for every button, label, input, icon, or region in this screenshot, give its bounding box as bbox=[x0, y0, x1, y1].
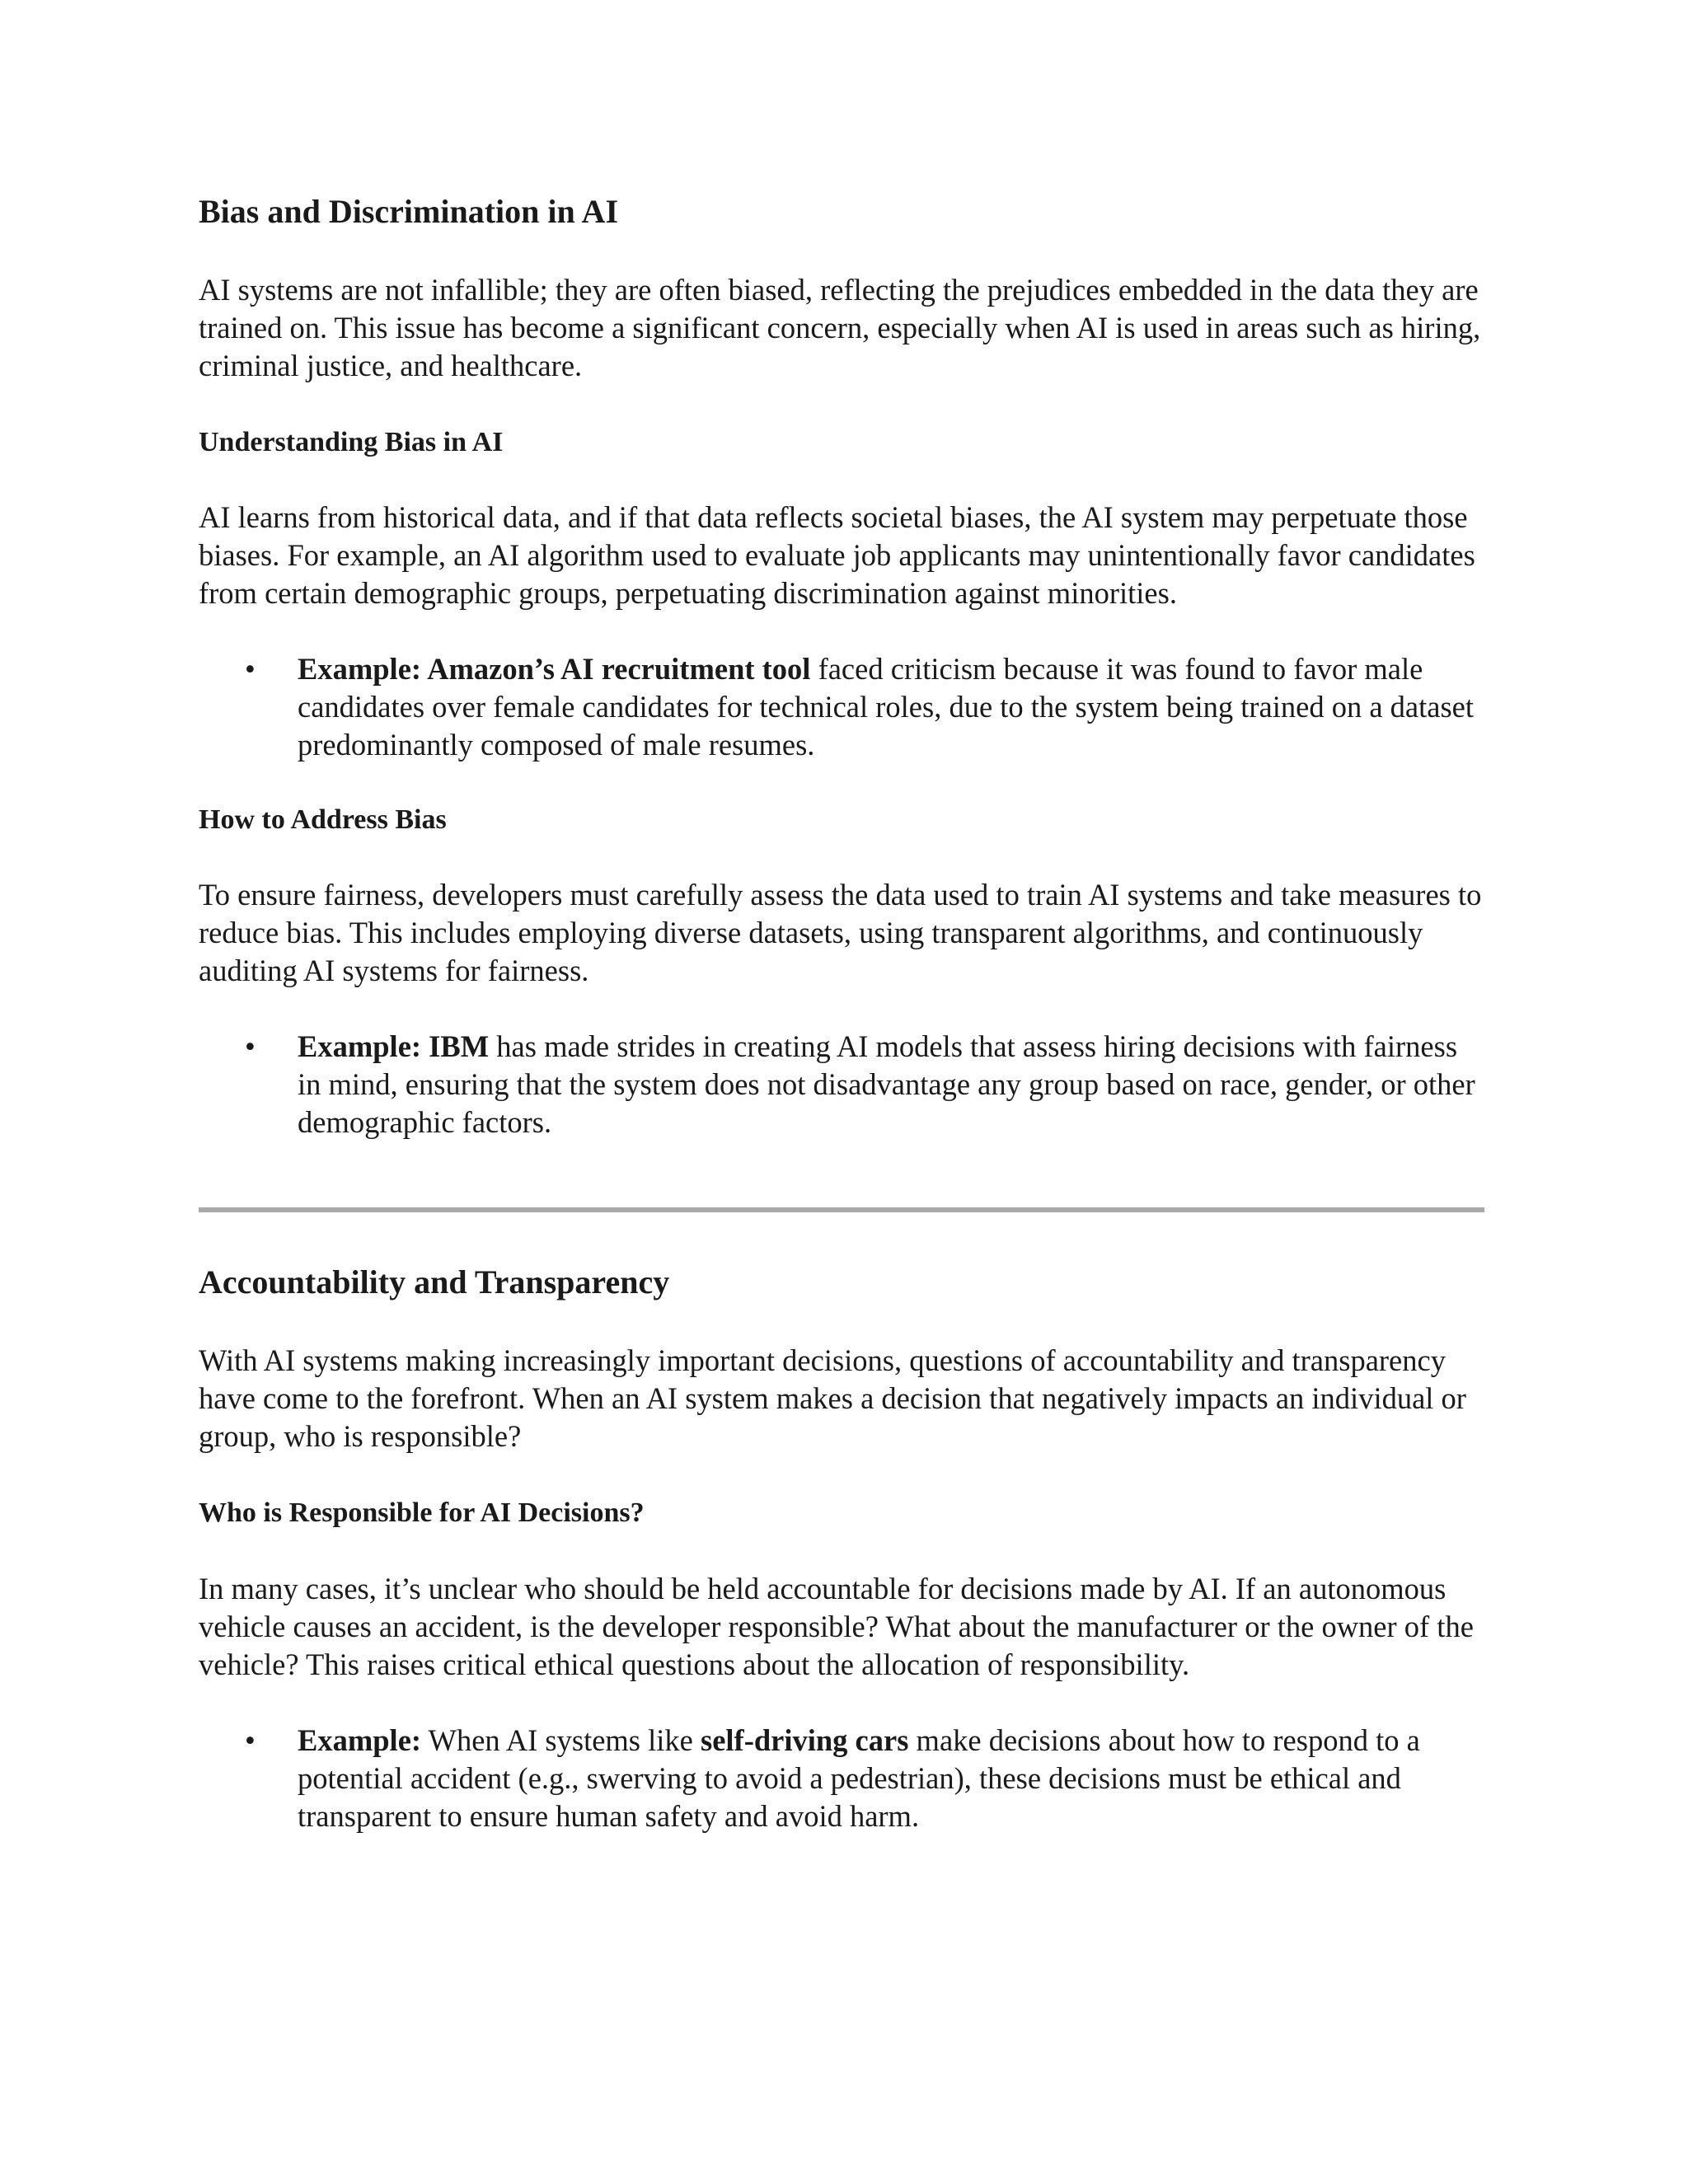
bullet-marker: • bbox=[245, 652, 256, 687]
bias-intro-paragraph: AI systems are not infallible; they are often biased, reflecting the prejudices embedded in the data they are trained on. This issue has become a significant concern, especially when AI is used in areas such as hiring, criminal justice, and healthcare. bbox=[199, 273, 1481, 382]
list-item-self-driving-example bbox=[199, 1722, 1484, 1835]
example-list-ibm bbox=[199, 1028, 1484, 1141]
responsibility-paragraph: In many cases, it’s unclear who should be held accountable for decisions made by AI. If an autonomous vehicle causes an accident, is the developer responsible? What about the manufacturer or the owner of the vehicle? This raises critical ethical questions about the allocation of responsibility. bbox=[199, 1571, 1474, 1681]
section-title-bias: Bias and Discrimination in AI bbox=[199, 193, 619, 230]
subheading-responsibility: Who is Responsible for AI Decisions? bbox=[199, 1497, 645, 1529]
example-text: has made strides in creating AI models that assess hiring decisions with fairness in mind, ensuring that the system does not disadvantage any group based on race, gender, or other demographic factors. bbox=[298, 1029, 1475, 1140]
subheading-address-bias: How to Address Bias bbox=[199, 804, 447, 836]
example-text-part1: When AI systems like bbox=[421, 1722, 701, 1757]
address-bias-paragraph: To ensure fairness, developers must carefully assess the data used to train AI systems and take measures to reduce bias. This includes employing diverse datasets, using transparent algorithms, and continuously auditing AI systems for fairness. bbox=[199, 878, 1482, 988]
bullet-marker: • bbox=[245, 1722, 256, 1757]
accountability-intro-paragraph: With AI systems making increasingly important decisions, questions of accountability and transparency have come to the forefront. When an AI system makes a decision that negatively impacts an individual or group, who is responsible? bbox=[199, 1343, 1466, 1454]
example-bold-term: self-driving cars bbox=[701, 1722, 909, 1757]
example-bold-label: Example: bbox=[298, 1722, 422, 1757]
subheading-understanding-bias: Understanding Bias in AI bbox=[199, 427, 504, 457]
list-item-amazon-example bbox=[199, 650, 1484, 764]
example-text: faced criticism because it was found to favor male candidates over female candidates for technical roles, due to the system being trained on a dataset predominantly composed of male resumes. bbox=[298, 652, 1474, 762]
example-text-part2: make decisions about how to respond to a potential accident (e.g., swerving to avoid a pedestrian), these decisions must be ethical and transparent to ensure human safety and avoid harm. bbox=[298, 1722, 1420, 1833]
example-bold-label: Example: IBM bbox=[298, 1029, 490, 1064]
understanding-bias-paragraph: AI learns from historical data, and if that data reflects societal biases, the AI system may perpetuate those biases. For example, an AI algorithm used to evaluate job applicants may unintentionally favor candidates from certain demographic groups, perpetuating discrimination against minorities. bbox=[199, 500, 1475, 611]
section-title-accountability: Accountability and Transparency bbox=[199, 1263, 670, 1301]
example-list-self-driving bbox=[199, 1722, 1484, 1835]
list-item-ibm-example bbox=[199, 1028, 1484, 1141]
example-bold-label: Example: Amazon’s AI recruitment tool bbox=[298, 652, 811, 687]
document-body bbox=[199, 191, 1484, 1835]
example-list-amazon bbox=[199, 650, 1484, 764]
bullet-marker: • bbox=[245, 1029, 256, 1064]
